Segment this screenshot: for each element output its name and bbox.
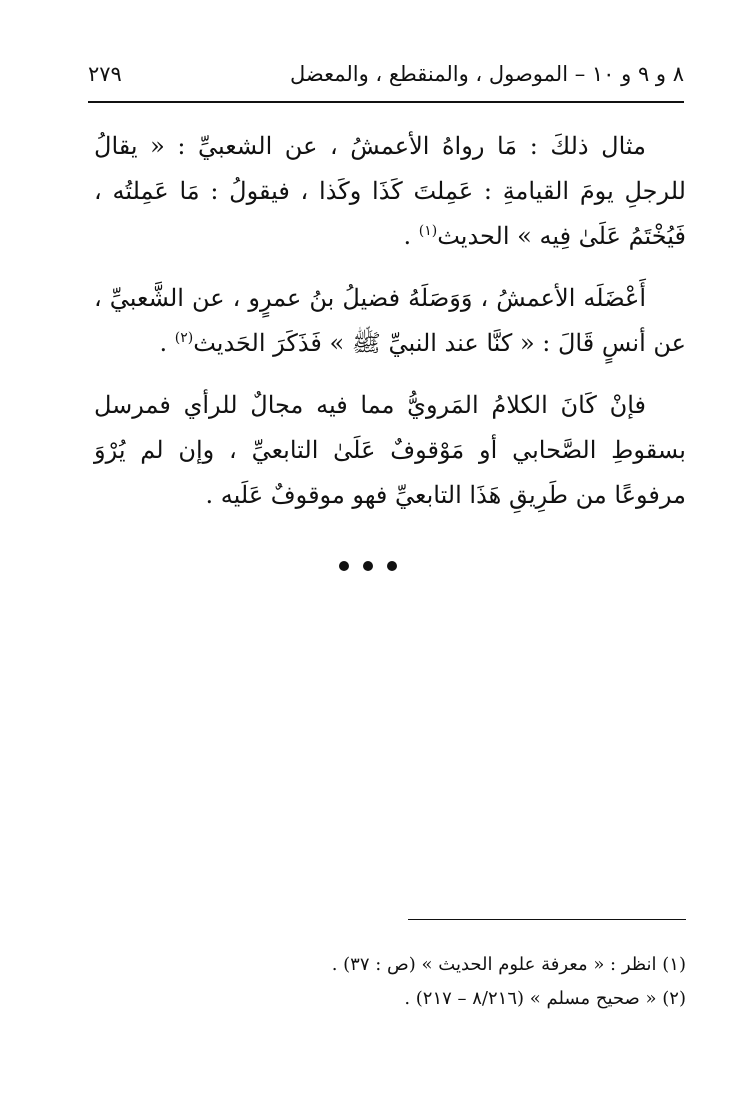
footnote-divider xyxy=(408,919,686,920)
section-separator-dots xyxy=(0,548,735,578)
dot-icon xyxy=(339,561,349,571)
footnote-2: (٢) « صحيح مسلم » (٨/٢١٦ – ٢١٧) . xyxy=(404,988,686,1009)
header-divider xyxy=(88,101,684,103)
page-header xyxy=(88,56,684,96)
running-title: ٨ و ٩ و ١٠ – الموصول ، والمنقطع ، والمعضل xyxy=(289,62,684,86)
footnotes xyxy=(250,948,686,1016)
footnote-ref-1: (١) xyxy=(418,223,438,239)
dot-icon xyxy=(387,561,397,571)
main-text xyxy=(94,124,686,535)
paragraph-example: مثال ذلكَ : مَا رواهُ الأعمشُ ، عن الشعبيِّ : « يقالُ للرجلِ يومَ القيامةِ : عَمِلتَ كَذَا وكَذا ، فيقولُ : مَا عَمِلتُه ، فَيُخْتَمُ عَلَىٰ فِيه » الحديث$^{(١)}$ . xyxy=(94,132,686,250)
dot-icon xyxy=(363,561,373,571)
paragraph-ruling: فإنْ كَانَ الكلامُ المَرويُّ مما فيه مجالٌ للرأي فمرسل بسقوطِ الصَّحابي أو مَوْقوفٌ عَلَىٰ التابعيِّ ، وإن لم يُرْوَ مرفوعًا من طَرِيقِ هَذَا التابعيِّ فهو موقوفٌ عَلَيه . xyxy=(94,391,686,509)
page-number: ٢٧٩ xyxy=(88,62,122,86)
footnote-1: (١) انظر : « معرفة علوم الحديث » (ص : ٣٧) . xyxy=(331,954,686,975)
paragraph-connection: أَعْضَلَه الأعمشُ ، وَوَصَلَهُ فضيلُ بنُ عمرٍو ، عن الشَّعبيِّ ، عن أنسٍ قَالَ : « كنَّا عند النبيِّ ﷺ » فَذَكَرَ الحَديث$^{(٢)}$ . xyxy=(94,284,686,357)
footnote-ref-2: (٢) xyxy=(174,330,194,346)
